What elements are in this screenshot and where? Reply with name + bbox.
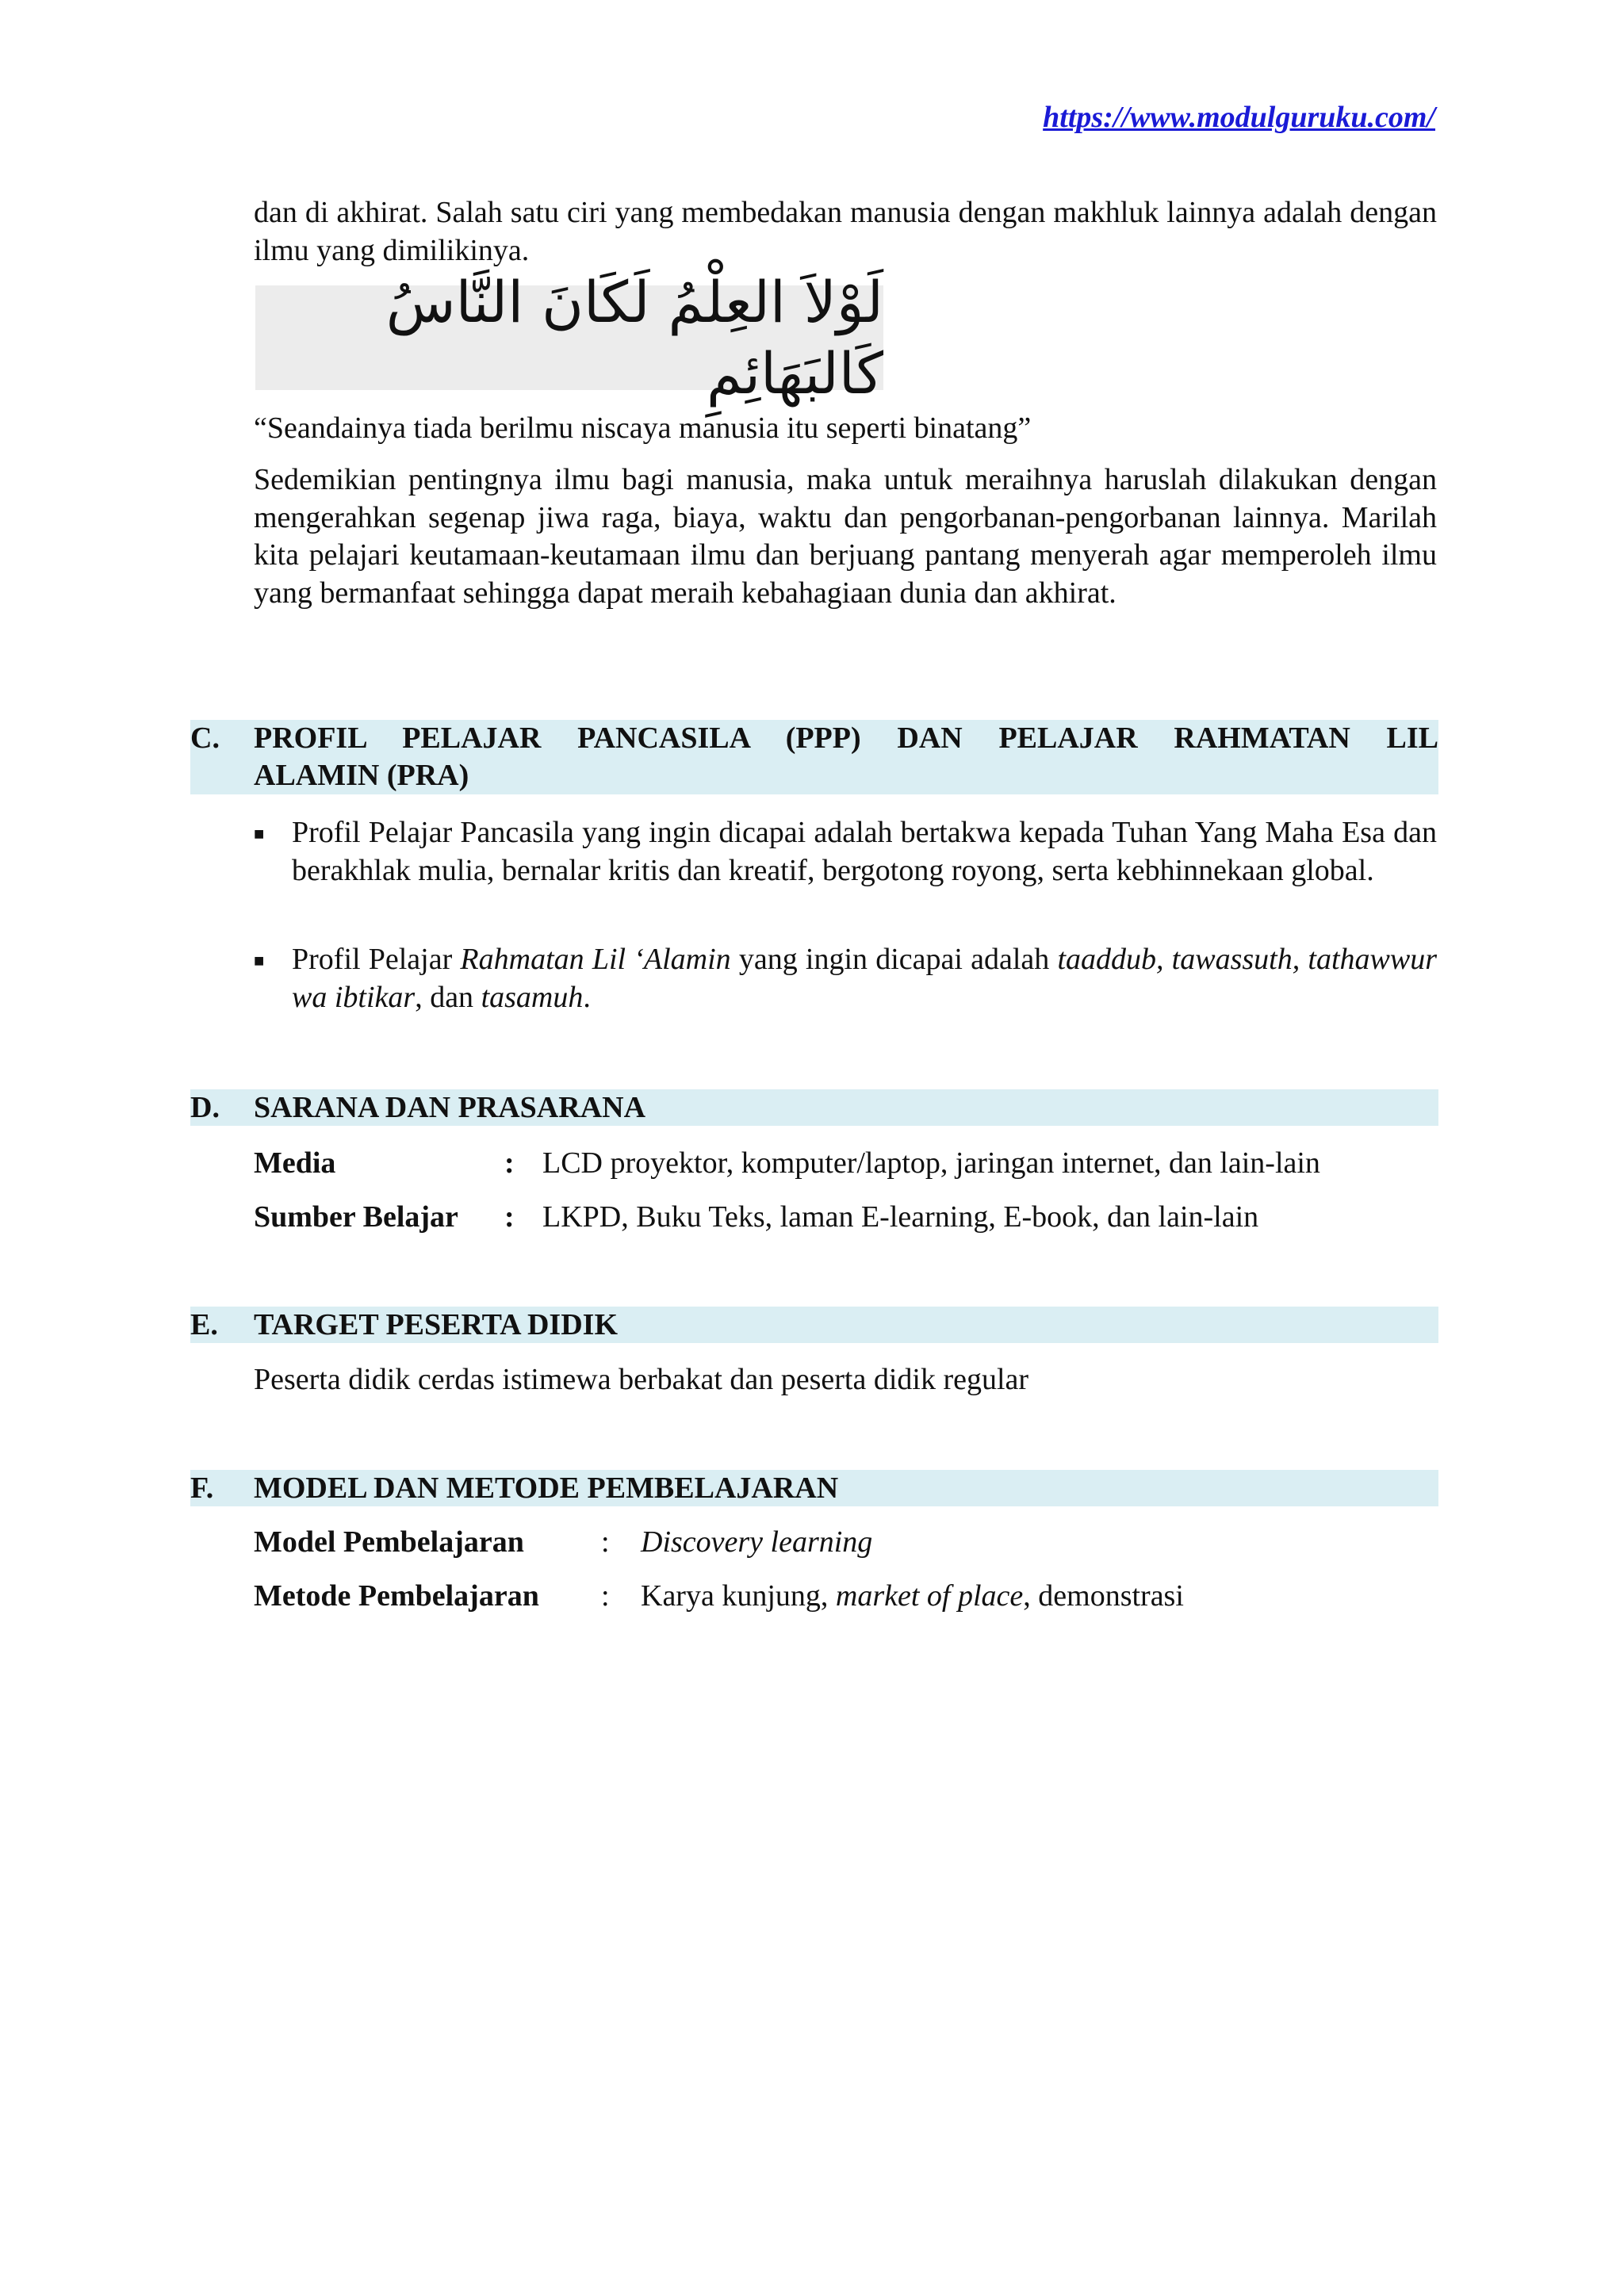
bullet-text: Profil Pelajar Pancasila yang ingin dicapai adalah bertakwa kepada Tuhan Yang Maha Esa dan berakhlak mulia, bernalar kritis dan kreatif, bergotong royong, serta kebhinnekaan global. [292, 816, 1437, 887]
separator: : [504, 1200, 515, 1234]
main-paragraph: Sedemikian pentingnya ilmu bagi manusia, maka untuk meraihnya haruslah dilakukan dengan mengerahkan segenap jiwa raga, biaya, waktu dan pengorbanan-pengorbanan lainnya. Marilah kita pelajari keutamaan-keutamaan ilmu dan berjuang pantang menyerah agar memperoleh ilmu yang bermanfaat sehingga dapat meraih kebahagiaan dunia dan akhirat. [254, 463, 1437, 610]
section-f-heading [190, 1470, 1438, 1506]
section-e-title: TARGET PESERTA DIDIK [254, 1308, 619, 1341]
bullet-square-icon: ■ [254, 824, 265, 844]
bullet-square-icon: ■ [254, 951, 265, 970]
section-e-letter: E. [190, 1308, 218, 1341]
section-d-title: SARANA DAN PRASARANA [254, 1091, 646, 1124]
section-c-title [254, 720, 1438, 794]
section-d-heading [190, 1089, 1438, 1126]
list-item [254, 813, 1437, 890]
separator: : [601, 1525, 610, 1559]
media-value: LCD proyektor, komputer/laptop, jaringan internet, dan lain-lain [542, 1146, 1320, 1180]
quote-translation: “Seandainya tiada berilmu niscaya manusia itu seperti binatang” [254, 411, 1032, 445]
metode-label: Metode Pembelajaran [254, 1579, 539, 1613]
target-paragraph: Peserta didik cerdas istimewa berbakat dan peserta didik regular [254, 1363, 1029, 1396]
media-label: Media [254, 1146, 336, 1180]
section-c-letter: C. [190, 721, 220, 755]
sumber-belajar-value: LKPD, Buku Teks, laman E-learning, E-book, dan lain-lain [542, 1200, 1259, 1234]
website-link[interactable]: https://www.modulguruku.com/ [1043, 101, 1435, 134]
separator: : [601, 1579, 610, 1613]
section-c-title-line1: PROFIL PELAJAR PANCASILA (PPP) DAN PELAJAR RAHMATAN LIL [254, 721, 1438, 755]
model-value: Discovery learning [641, 1525, 873, 1559]
section-e-heading [190, 1307, 1438, 1343]
sumber-belajar-label: Sumber Belajar [254, 1200, 458, 1234]
section-c-title-line2: ALAMIN (PRA) [254, 759, 469, 792]
model-row [254, 1524, 872, 1560]
section-c-heading [190, 720, 1438, 794]
separator: : [504, 1146, 515, 1180]
arabic-quote-image: لَوْلاَ العِلْمُ لَكَانَ النَّاسُ كَالبَهَائِمِ [255, 285, 883, 390]
section-f-title: MODEL DAN METODE PEMBELAJARAN [254, 1471, 839, 1505]
bullet-text: Profil Pelajar Rahmatan Lil ‘Alamin yang ingin dicapai adalah taaddub, tawassuth, tathawwur wa ibtikar, dan tasamuh. [292, 943, 1437, 1014]
media-row [254, 1145, 1320, 1181]
metode-row [254, 1578, 1184, 1614]
sumber-belajar-row [254, 1199, 1258, 1235]
section-d-letter: D. [190, 1091, 220, 1124]
model-label: Model Pembelajaran [254, 1525, 524, 1559]
section-f-letter: F. [190, 1471, 214, 1505]
intro-paragraph: dan di akhirat. Salah satu ciri yang membedakan manusia dengan makhluk lainnya adalah dengan ilmu yang dimilikinya. [254, 196, 1437, 267]
metode-value: Karya kunjung, market of place, demonstrasi [641, 1579, 1184, 1613]
list-item [254, 940, 1437, 1016]
